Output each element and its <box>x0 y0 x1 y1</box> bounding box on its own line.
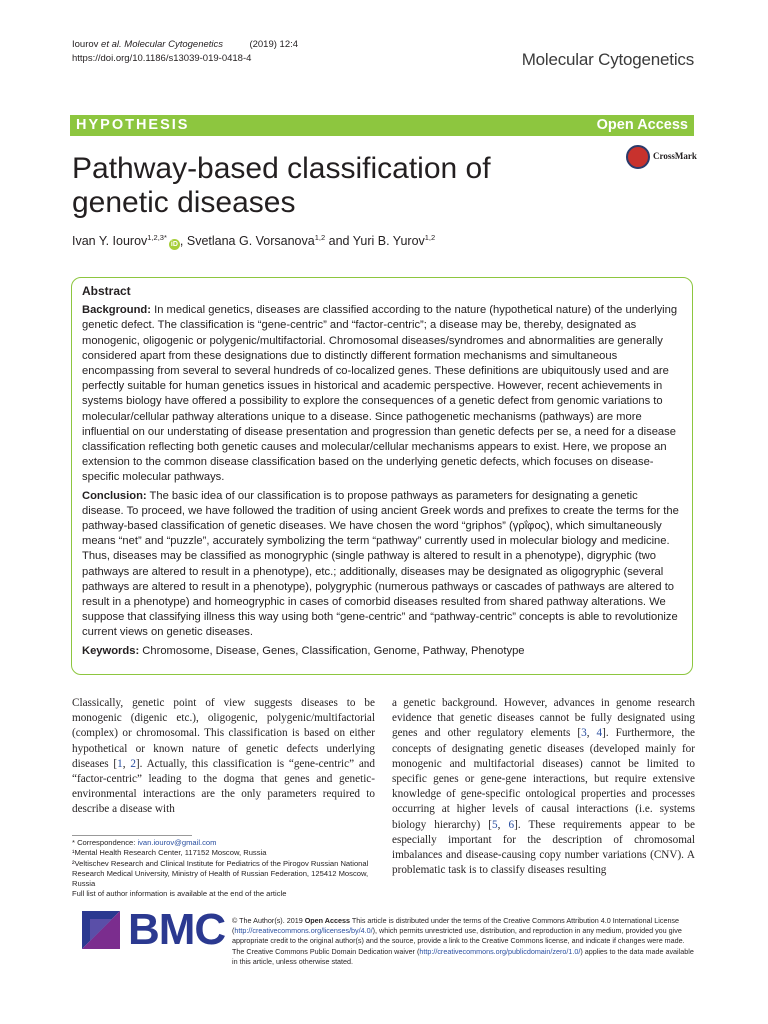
author-2-affiliation: 1,2 <box>314 233 326 242</box>
background-text: In medical genetics, diseases are classified according to the nature (hypothetical nature) of the underlying genetic defect. The classification is “gene-centric” and “factor-centric”; a disease may be, thereby, designated as monogenic, oligogenic or polygenic/multifactorial. Chromosomal diseases/syndromes and abnormalities are generally considered apart from these designations due to distinctly different formation mechanisms and simultaneous encompassing from several to several hundreds of co-localized genes. These definitions are ubiquitously used and are perfectly suitable for human genetics issues in historical and academic perspective. However, recent achievements in systems biology have offered a possibility to explore the consequences of a genetic defect from genomic variations to molecular/cellular pathway alterations unique to a disease. Since pathogenetic mechanisms (pathways) are more influential on our understating of disease presentation and progression than genetic defects per se, a need for a disease classification reflecting both genetic causes and molecular/cellular mechanisms appears to exist. Here, we propose an extension to the common disease classification based on the underlying genetic defects, which focuses on disease-specific molecular pathways. <box>82 304 678 484</box>
footnotes <box>72 838 372 900</box>
abstract-background <box>82 303 682 485</box>
body-text: ]. Actually, this classification is “gene-centric” and “factor-centric” leading to the dogma that genes and genetic-environmental interactions are the only parameters required to describe a disease with <box>72 757 375 816</box>
abstract-content <box>82 284 682 662</box>
waiver-url[interactable]: http://creativecommons.org/publicdomain/zero/1.0/ <box>419 946 581 956</box>
author-1-affiliation: 1,2,3* <box>147 233 167 242</box>
citation-header <box>72 38 298 66</box>
abstract-keywords <box>82 644 682 659</box>
article-type-label: HYPOTHESIS <box>76 117 190 133</box>
body-text: Classically, genetic point of view suggests diseases to be monogenic (digenic etc.), oligogenic, polygenic/multifactorial (complex) or chromosomal. This classification is based on either hypothetical or known nature of genetic defects underlying diseases [ <box>72 697 375 770</box>
author-1[interactable]: Ivan Y. Iourov <box>72 234 148 249</box>
license-body: This article is distributed under the terms of the Creative Commons Attribution 4.0 International License ( <box>232 916 680 936</box>
reference-link[interactable]: 2 <box>130 757 136 770</box>
license-prefix: © The Author(s). 2019 <box>232 916 305 925</box>
open-access-label: Open Access <box>596 117 688 133</box>
footnote-divider <box>72 835 192 836</box>
conclusion-text: The basic idea of our classification is to propose pathways as parameters for designating a genetic disease. To proceed, we have followed the tradition of using ancient Greek words and prefixes to create the terms for the pathway-based classification of genetic diseases. We have chosen the word “griphos” (γρΐφος), which simultaneously means “net” and “puzzle”, accurately symbolizing the term “pathway” currently used in molecular biology and medicine. Thus, diseases may be classified as monogryphic (single pathway is altered to result in a phenotype), digryphic (two pathways are altered to result in a phenotype), etc.; additionally, diseases may be designated as oligogryphic (several pathways are altered to result in a phenotype), polygryphic (numerous pathways or cascades of pathways are altered to result in a phenotype) and homeogryphic in cases of comorbid diseases resulted from shared pathway alterations. We suppose that classifying illness this way using both “gene-centric” and “pathway-centric” concepts is able to revolutionize current views on genetic diseases. <box>82 489 679 639</box>
bmc-logo <box>82 905 226 955</box>
correspondence-label: * Correspondence: <box>72 838 138 847</box>
license-url[interactable]: http://creativecommons.org/licenses/by/4.0/ <box>234 926 373 936</box>
doi-link[interactable]: https://doi.org/10.1186/s13039-019-0418-4 <box>72 53 252 64</box>
keywords-text: Chromosome, Disease, Genes, Classification, Genome, Pathway, Phenotype <box>139 644 525 657</box>
background-label: Background: <box>82 304 151 317</box>
abstract-heading: Abstract <box>82 284 131 298</box>
abstract-conclusion <box>82 489 682 641</box>
reference-link[interactable]: 3 <box>581 727 587 740</box>
body-text: ]. Furthermore, the concepts of designating genetic diseases (developed mainly for monogenic and multifactorial diseases) cannot be limited to specific genes or gene-gene interactions, but require extensive knowledge of gene-specific ontological properties and processes occurring at higher levels of causal interactions (i.e. systems biology hierarchy) [ <box>392 727 696 831</box>
body-text: , <box>497 818 509 831</box>
conclusion-label: Conclusion: <box>82 489 147 502</box>
correspondence-email[interactable]: ivan.iourov@gmail.com <box>137 838 217 847</box>
author-2[interactable]: , Svetlana G. Vorsanova <box>179 234 315 249</box>
author-3[interactable]: and Yuri B. Yurov <box>325 234 425 249</box>
crossmark-icon <box>626 145 650 169</box>
citation-authors: Iourov <box>72 39 102 50</box>
reference-link[interactable]: 4 <box>596 727 603 740</box>
citation-journal: et al. Molecular Cytogenetics <box>101 39 224 50</box>
bmc-logo-icon <box>82 911 120 949</box>
license-text <box>232 916 694 967</box>
author-3-affiliation: 1,2 <box>424 233 436 242</box>
citation-year: (2019) 12:4 <box>249 39 299 50</box>
reference-link[interactable]: 5 <box>492 818 498 831</box>
crossmark-button[interactable] <box>626 145 697 171</box>
body-text: ]. These requirements appear to be especially important for the description of chromosomal imbalances and disease-causing copy number variations (CNV). A problematic task is to classify diseases resulting <box>392 818 695 877</box>
body-column-left <box>72 696 375 818</box>
orcid-icon[interactable]: iD <box>170 241 178 249</box>
reference-link[interactable]: 6 <box>508 818 515 831</box>
license-open-access: Open Access <box>304 916 350 925</box>
body-column-right <box>392 696 695 878</box>
author-info-note: Full list of author information is available at the end of the article <box>72 889 287 899</box>
article-title: Pathway-based classification of genetic diseases <box>72 152 491 219</box>
citation-line <box>72 38 298 52</box>
article-type-band <box>70 115 694 136</box>
bmc-logo-text: BMC <box>128 905 226 954</box>
body-text: , <box>122 757 131 770</box>
reference-link[interactable]: 1 <box>117 757 123 770</box>
correspondence <box>72 838 372 848</box>
keywords-label: Keywords: <box>82 644 140 657</box>
license-body: ), which permits unrestricted use, distribution, and reproduction in any medium, provided you give appropriate credit to the original author(s) and the source, provide a link to the Creative Commons license, and indicate if changes were made. The Creative Commons Public Domain Dedication waiver ( <box>232 926 685 956</box>
crossmark-label: CrossMark <box>653 151 697 161</box>
author-list <box>72 233 435 250</box>
affiliation-1: ¹Mental Health Research Center, 117152 Moscow, Russia <box>72 848 267 858</box>
body-text: , <box>586 727 597 740</box>
license-body: ) applies to the data made available in this article, unless otherwise stated. <box>232 946 694 966</box>
abstract-box <box>71 277 693 675</box>
affiliation-2: ²Veltischev Research and Clinical Institute for Pediatrics of the Pirogov Russian National Research Medical University, Ministry of Health of Russian Federation, 125412 Moscow, Russia <box>72 858 369 889</box>
journal-name: Molecular Cytogenetics <box>521 50 694 69</box>
body-text: a genetic background. However, advances in genome research evidence that genetic diseases cannot be fully designated using genes and other regulatory elements [ <box>392 697 695 740</box>
